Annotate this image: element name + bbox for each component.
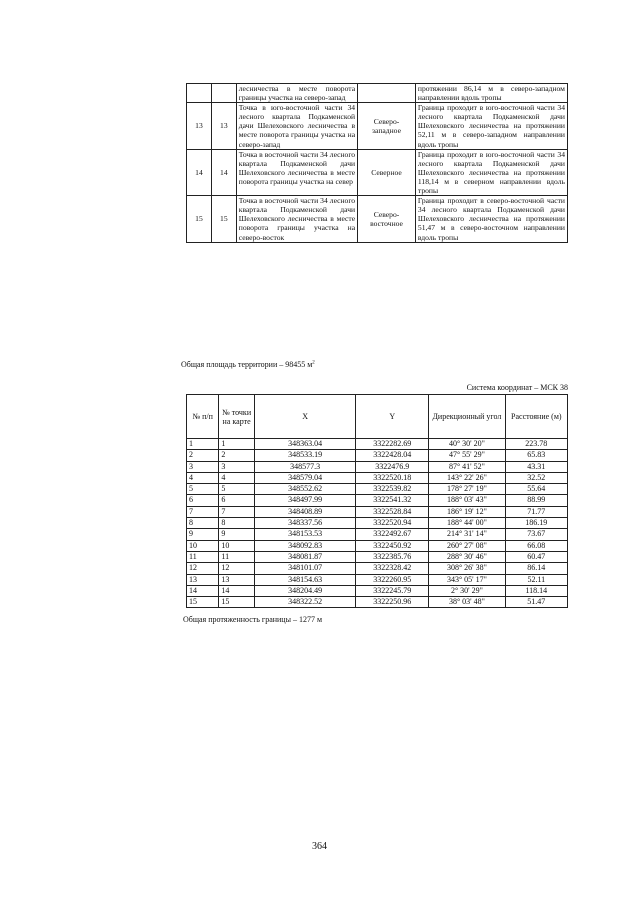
row-number-cell: 6 bbox=[187, 495, 219, 506]
coordinates-table bbox=[186, 394, 568, 608]
distance-cell: 66.08 bbox=[505, 540, 567, 551]
table-row bbox=[187, 484, 568, 495]
direction-cell bbox=[358, 84, 416, 103]
direction-angle-cell: 288° 30' 46" bbox=[429, 551, 505, 562]
point-number-cell: 2 bbox=[219, 450, 254, 461]
row-number-cell: 13 bbox=[187, 574, 219, 585]
point-number-cell: 14 bbox=[211, 149, 236, 195]
row-number-cell: 11 bbox=[187, 551, 219, 562]
header-distance: Расстояние (м) bbox=[505, 395, 567, 439]
table-row bbox=[187, 439, 568, 450]
y-coordinate-cell: 3322450.92 bbox=[356, 540, 429, 551]
y-coordinate-cell: 3322476.9 bbox=[356, 461, 429, 472]
description-table-body bbox=[187, 84, 568, 243]
y-coordinate-cell: 3322492.67 bbox=[356, 529, 429, 540]
direction-angle-cell: 2° 30' 29" bbox=[429, 585, 505, 596]
page-number: 364 bbox=[312, 841, 327, 852]
header-y: Y bbox=[356, 395, 429, 439]
row-number-cell: 12 bbox=[187, 563, 219, 574]
boundary-description-table bbox=[186, 83, 568, 243]
area-unit-exponent: 2 bbox=[312, 360, 315, 366]
description-row bbox=[187, 103, 568, 149]
x-coordinate-cell: 348363.04 bbox=[254, 439, 355, 450]
y-coordinate-cell: 3322428.04 bbox=[356, 450, 429, 461]
direction-angle-cell: 38° 03' 48" bbox=[429, 597, 505, 608]
distance-cell: 52.11 bbox=[505, 574, 567, 585]
header-point-number: № точки на карте bbox=[219, 395, 254, 439]
y-coordinate-cell: 3322250.96 bbox=[356, 597, 429, 608]
row-number-cell: 3 bbox=[187, 461, 219, 472]
point-number-cell: 7 bbox=[219, 506, 254, 517]
y-coordinate-cell: 3322520.18 bbox=[356, 472, 429, 483]
row-number-cell: 7 bbox=[187, 506, 219, 517]
row-number-cell: 8 bbox=[187, 518, 219, 529]
y-coordinate-cell: 3322539.82 bbox=[356, 484, 429, 495]
point-number-cell: 15 bbox=[211, 196, 236, 242]
distance-cell: 118.14 bbox=[505, 585, 567, 596]
row-number-cell: 4 bbox=[187, 472, 219, 483]
x-coordinate-cell: 348337.56 bbox=[254, 518, 355, 529]
table-row bbox=[187, 551, 568, 562]
total-length-note: Общая протяженность границы – 1277 м bbox=[183, 615, 323, 624]
x-coordinate-cell: 348533.19 bbox=[254, 450, 355, 461]
table-row bbox=[187, 495, 568, 506]
y-coordinate-cell: 3322528.84 bbox=[356, 506, 429, 517]
y-coordinate-cell: 3322385.76 bbox=[356, 551, 429, 562]
point-number-cell: 12 bbox=[219, 563, 254, 574]
direction-cell: Северное bbox=[358, 149, 416, 195]
boundary-description-cell: Граница проходит в юго-восточной части 34 лесного квартала Подкаменской дачи Шелеховского лесничества на протяжении 52,11 м в северо-западном направлении вдоль тропы bbox=[415, 103, 567, 149]
row-number-cell: 15 bbox=[187, 597, 219, 608]
point-number-cell: 1 bbox=[219, 439, 254, 450]
distance-cell: 43.31 bbox=[505, 461, 567, 472]
direction-angle-cell: 178° 27' 19" bbox=[429, 484, 505, 495]
point-number-cell: 3 bbox=[219, 461, 254, 472]
direction-angle-cell: 143° 22' 26" bbox=[429, 472, 505, 483]
row-number-cell: 9 bbox=[187, 529, 219, 540]
x-coordinate-cell: 348154.63 bbox=[254, 574, 355, 585]
point-number-cell: 8 bbox=[219, 518, 254, 529]
x-coordinate-cell: 348081.87 bbox=[254, 551, 355, 562]
distance-cell: 51.47 bbox=[505, 597, 567, 608]
y-coordinate-cell: 3322260.95 bbox=[356, 574, 429, 585]
point-number-cell: 14 bbox=[219, 585, 254, 596]
x-coordinate-cell: 348577.3 bbox=[254, 461, 355, 472]
distance-cell: 88.99 bbox=[505, 495, 567, 506]
point-location-cell: Точка в восточной части 34 лесного квартала Подкаменской дачи Шелеховского лесничества в месте поворота границы участка на север bbox=[236, 149, 357, 195]
table-row bbox=[187, 574, 568, 585]
point-location-cell: Точка в восточной части 34 лесного квартала Подкаменской дачи Шелеховского лесничества в месте поворота границы участка на северо-восток bbox=[236, 196, 357, 242]
total-area-text: Общая площадь территории – 98455 м bbox=[181, 360, 313, 369]
point-number-cell: 15 bbox=[219, 597, 254, 608]
distance-cell: 65.83 bbox=[505, 450, 567, 461]
boundary-description-cell: Граница проходит в северо-восточной части 34 лесного квартала Подкаменской дачи Шелеховского лесничества на протяжении 51,47 м в северо-восточном направлении вдоль тропы bbox=[415, 196, 567, 242]
y-coordinate-cell: 3322541.32 bbox=[356, 495, 429, 506]
row-number-cell: 14 bbox=[187, 149, 212, 195]
point-number-cell: 10 bbox=[219, 540, 254, 551]
direction-angle-cell: 188° 03' 43" bbox=[429, 495, 505, 506]
row-number-cell: 13 bbox=[187, 103, 212, 149]
table-row bbox=[187, 450, 568, 461]
point-number-cell: 5 bbox=[219, 484, 254, 495]
distance-cell: 71.77 bbox=[505, 506, 567, 517]
table-row bbox=[187, 597, 568, 608]
coordinate-system-note: Система координат – МСК 38 bbox=[466, 383, 568, 392]
x-coordinate-cell: 348092.83 bbox=[254, 540, 355, 551]
distance-cell: 86.14 bbox=[505, 563, 567, 574]
y-coordinate-cell: 3322328.42 bbox=[356, 563, 429, 574]
header-x: X bbox=[254, 395, 355, 439]
row-number-cell bbox=[187, 84, 212, 103]
direction-cell: Северо-восточное bbox=[358, 196, 416, 242]
direction-angle-cell: 47° 55' 29" bbox=[429, 450, 505, 461]
x-coordinate-cell: 348101.07 bbox=[254, 563, 355, 574]
header-row bbox=[187, 395, 568, 439]
x-coordinate-cell: 348579.04 bbox=[254, 472, 355, 483]
table-row bbox=[187, 540, 568, 551]
point-number-cell: 11 bbox=[219, 551, 254, 562]
row-number-cell: 2 bbox=[187, 450, 219, 461]
distance-cell: 32.52 bbox=[505, 472, 567, 483]
x-coordinate-cell: 348408.89 bbox=[254, 506, 355, 517]
distance-cell: 186.19 bbox=[505, 518, 567, 529]
direction-angle-cell: 87° 41' 52" bbox=[429, 461, 505, 472]
y-coordinate-cell: 3322520.94 bbox=[356, 518, 429, 529]
table-row bbox=[187, 585, 568, 596]
table-row bbox=[187, 461, 568, 472]
table-row bbox=[187, 472, 568, 483]
x-coordinate-cell: 348497.99 bbox=[254, 495, 355, 506]
point-number-cell: 6 bbox=[219, 495, 254, 506]
description-row bbox=[187, 196, 568, 242]
point-number-cell bbox=[211, 84, 236, 103]
x-coordinate-cell: 348204.49 bbox=[254, 585, 355, 596]
table-row bbox=[187, 563, 568, 574]
distance-cell: 60.47 bbox=[505, 551, 567, 562]
header-direction-angle: Дирекционный угол bbox=[429, 395, 505, 439]
boundary-description-cell: Граница проходит в юго-восточной части 34 лесного квартала Подкаменской дачи Шелеховского лесничества на протяжении 118,14 м в северном направлении вдоль тропы bbox=[415, 149, 567, 195]
row-number-cell: 10 bbox=[187, 540, 219, 551]
distance-cell: 55.64 bbox=[505, 484, 567, 495]
direction-angle-cell: 343° 05' 17" bbox=[429, 574, 505, 585]
x-coordinate-cell: 348322.52 bbox=[254, 597, 355, 608]
point-location-cell: Точка в юго-восточной части 34 лесного квартала Подкаменской дачи Шелеховского лесничества в месте поворота границы участка на северо-запад bbox=[236, 103, 357, 149]
coordinates-table-body bbox=[187, 439, 568, 608]
row-number-cell: 5 bbox=[187, 484, 219, 495]
point-number-cell: 13 bbox=[219, 574, 254, 585]
direction-angle-cell: 260° 27' 08" bbox=[429, 540, 505, 551]
distance-cell: 223.78 bbox=[505, 439, 567, 450]
table-row bbox=[187, 506, 568, 517]
point-number-cell: 9 bbox=[219, 529, 254, 540]
y-coordinate-cell: 3322282.69 bbox=[356, 439, 429, 450]
table-row bbox=[187, 518, 568, 529]
direction-angle-cell: 308° 26' 38" bbox=[429, 563, 505, 574]
distance-cell: 73.67 bbox=[505, 529, 567, 540]
row-number-cell: 1 bbox=[187, 439, 219, 450]
point-number-cell: 4 bbox=[219, 472, 254, 483]
direction-cell: Северо-западное bbox=[358, 103, 416, 149]
y-coordinate-cell: 3322245.79 bbox=[356, 585, 429, 596]
x-coordinate-cell: 348552.62 bbox=[254, 484, 355, 495]
total-area-note bbox=[181, 360, 315, 369]
header-row-number: № п/п bbox=[187, 395, 219, 439]
table-row bbox=[187, 529, 568, 540]
description-row bbox=[187, 149, 568, 195]
point-location-cell: лесничества в месте поворота границы участка на северо-запад bbox=[236, 84, 357, 103]
row-number-cell: 15 bbox=[187, 196, 212, 242]
row-number-cell: 14 bbox=[187, 585, 219, 596]
direction-angle-cell: 188° 44' 00" bbox=[429, 518, 505, 529]
boundary-description-cell: протяжении 86,14 м в северо-западном направлении вдоль тропы bbox=[415, 84, 567, 103]
direction-angle-cell: 214° 31' 14" bbox=[429, 529, 505, 540]
direction-angle-cell: 40° 30' 20" bbox=[429, 439, 505, 450]
x-coordinate-cell: 348153.53 bbox=[254, 529, 355, 540]
description-row bbox=[187, 84, 568, 103]
direction-angle-cell: 186° 19' 12" bbox=[429, 506, 505, 517]
coordinates-table-header bbox=[187, 395, 568, 439]
point-number-cell: 13 bbox=[211, 103, 236, 149]
